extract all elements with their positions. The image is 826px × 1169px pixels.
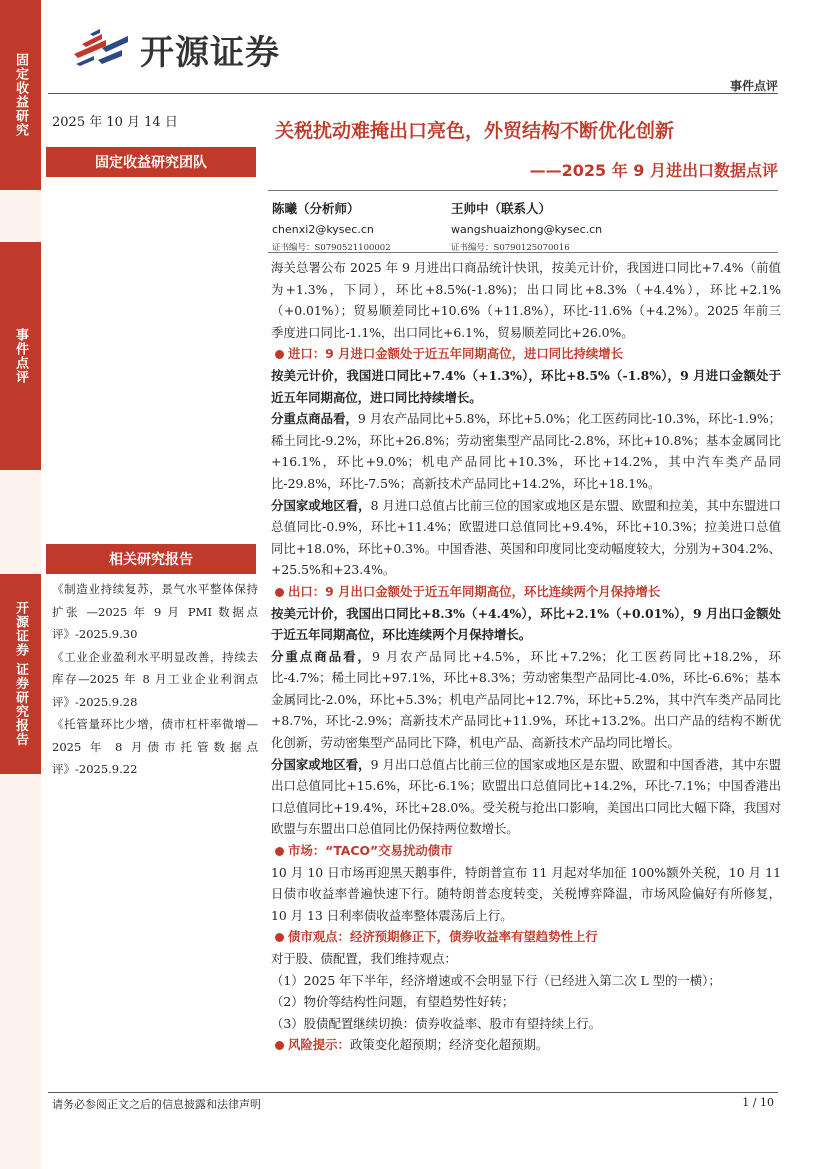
- footer-divider: [48, 1092, 778, 1093]
- report-subtitle: ——2025 年 9 月进出口数据点评: [529, 161, 778, 180]
- bond-point: （3）股债配置继续切换：债券收益率、股市有望持续上行。: [271, 1015, 602, 1031]
- brand-name: 开源证券: [140, 32, 280, 73]
- report-date: 2025 年 10 月 14 日: [52, 115, 178, 130]
- export-region: 分国家或地区看，9 月出口总值占比前三位的国家或地区是东盟、欧盟和中国香港，其中东盟出口总值同比+15.6%，环比-6.1%；欧盟出口总值同比+14.2%，环比-7.1%；中国香港出口总值同比+19.4%，环比+28.0%。受关税与抢出口影响，美国出口同比大幅下降，我国对欧盟与东盟出口总值同比仍保持两位数增长。: [271, 756, 781, 837]
- market-text: 10 月 10 日市场再迎黑天鹅事件，特朗普宣布 11 月起对华加征 100%额外关税，10 月 11 日债市收益率普遍快速下行。随特朗普态度转变，关税博弈降温，市场风险偏好有所修复，10 月 13 日利率债收益率整体震荡后上行。: [271, 864, 781, 923]
- related-list: [52, 578, 258, 781]
- bullet-icon: [275, 350, 284, 359]
- risk-line: 风险提示：政策变化超预期；经济变化超预期。: [271, 1034, 781, 1056]
- side-label-middle: 事件点评: [0, 242, 41, 470]
- import-region: 分国家或地区看，8 月进口总值占比前三位的国家或地区是东盟、欧盟和拉美，其中东盟进口总值同比-0.9%，环比+11.4%；欧盟进口总值同比+9.4%，环比+10.3%；拉美进口总值同比+18.0%，环比+0.3%。中国香港、英国和印度同比变动幅度较大，分别为+304.2%、+25.5%和+23.4%。: [271, 497, 781, 578]
- related-heading: 相关研究报告: [46, 544, 256, 574]
- intro-paragraph: 海关总署公布 2025 年 9 月进出口商品统计快讯，按美元计价，我国进口同比+7.4%（前值为+1.3%，下同），环比+8.5%(-1.8%)；出口同比+8.3%（+4.4%），环比+2.1%（+0.01%）；贸易顺差同比+10.6%（+11.8%），环比-11.6%（+4.2%）。2025 年前三季度进口同比-1.1%，出口同比+6.1%，贸易顺差同比+26.0%。: [271, 260, 781, 340]
- side-label-bottom: 开源证券 证券研究报告: [0, 574, 41, 774]
- related-item[interactable]: 《托管量环比少增，债市杠杆率微增—2025 年 8 月债市托管数据点评》-2025.9.22: [52, 717, 258, 776]
- bullet-icon: [275, 1041, 284, 1050]
- header-divider: [48, 93, 778, 94]
- author-1: [272, 199, 391, 253]
- author-email[interactable]: wangshuaizhong@kysec.cn: [451, 223, 603, 236]
- author-name: 陈曦（分析师）: [272, 201, 360, 216]
- section-heading-import: 进口：9 月进口金额处于近五年同期高位，进口同比持续增长: [271, 343, 781, 365]
- export-goods: 分重点商品看，9 月农产品同比+4.5%，环比+7.2%；化工医药同比+18.2%，环比-4.7%；稀土同比+97.1%，环比+8.3%；劳动密集型产品同比-4.0%，环比-6.6%；基本金属同比-2.0%，环比+5.3%；机电产品同比+12.7%，环比+5.2%，其中汽车类产品同比+8.7%，环比-2.9%；高新技术产品同比+11.9%，环比+13.2%。出口产品的结构不断优化创新，劳动密集型产品同比下降，机电产品、高新技术产品均同比增长。: [271, 648, 781, 751]
- import-goods: 分重点商品看，9 月农产品同比+5.8%，环比+5.0%；化工医药同比-10.3%，环比-1.9%；稀土同比-9.2%，环比+26.8%；劳动密集型产品同比-2.8%，环比+10.8%；基本金属同比+16.1%，环比+9.0%；机电产品同比+10.3%，环比+14.2%，其中汽车类产品同比-29.8%，环比-7.5%；高新技术产品同比+14.2%，环比+18.1%。: [271, 411, 781, 491]
- report-title: 关税扰动难掩出口亮色，外贸结构不断优化创新: [275, 120, 675, 142]
- team-badge: 固定收益研究团队: [46, 147, 256, 177]
- bullet-icon: [275, 933, 284, 942]
- author-name: 王帅中（联系人）: [451, 201, 552, 216]
- page-number: 1 / 10: [742, 1096, 774, 1109]
- import-lead: 按美元计价，我国进口同比+7.4%（+1.3%），环比+8.5%（-1.8%），9 月进口金额处于近五年同期高位，进口同比持续增长。: [271, 367, 781, 405]
- bullet-icon: [275, 847, 284, 856]
- bullet-icon: [275, 588, 284, 597]
- author-divider-top: [268, 190, 778, 191]
- author-2: [451, 199, 602, 253]
- section-heading-bond: 债市观点：经济预期修正下，债券收益率有望趋势性上行: [271, 926, 781, 948]
- related-item[interactable]: 《工业企业盈利水平明显改善，持续去库存—2025 年 8 月工业企业利润点评》-2025.9.28: [52, 649, 258, 709]
- section-heading-market: 市场：“TACO”交易扰动债市: [271, 840, 781, 862]
- bond-point: （1）2025 年下半年，经济增速或不会明显下行（已经进入第二次 L 型的一横）；: [271, 972, 721, 988]
- related-item[interactable]: 《制造业持续复苏，景气水平整体保持扩张 —2025 年 9 月 PMI 数据点评》-2025.9.30: [52, 582, 258, 641]
- report-body: [271, 257, 781, 1056]
- bond-intro: 对于股、债配置，我们维持观点：: [271, 951, 457, 966]
- brand-logo-icon: [72, 26, 132, 72]
- doc-type: 事件点评: [729, 79, 778, 93]
- author-divider-bottom: [268, 252, 778, 253]
- footer-disclaimer: 请务必参阅正文之后的信息披露和法律声明: [52, 1098, 261, 1111]
- side-label-top: 固定收益研究: [0, 0, 41, 190]
- section-heading-export: 出口：9 月出口金额处于近五年同期高位，环比连续两个月保持增长: [271, 581, 781, 603]
- author-cert: 证书编号：S0790125070016: [451, 243, 570, 253]
- export-lead: 按美元计价，我国出口同比+8.3%（+4.4%），环比+2.1%（+0.01%），9 月出口金额处于近五年同期高位，环比连续两个月保持增长。: [271, 605, 781, 643]
- author-cert: 证书编号：S0790521100002: [272, 243, 391, 253]
- bond-point: （2）物价等结构性问题，有望趋势性好转；: [271, 994, 515, 1010]
- author-email[interactable]: chenxi2@kysec.cn: [272, 223, 374, 236]
- brand-logo: [72, 26, 280, 72]
